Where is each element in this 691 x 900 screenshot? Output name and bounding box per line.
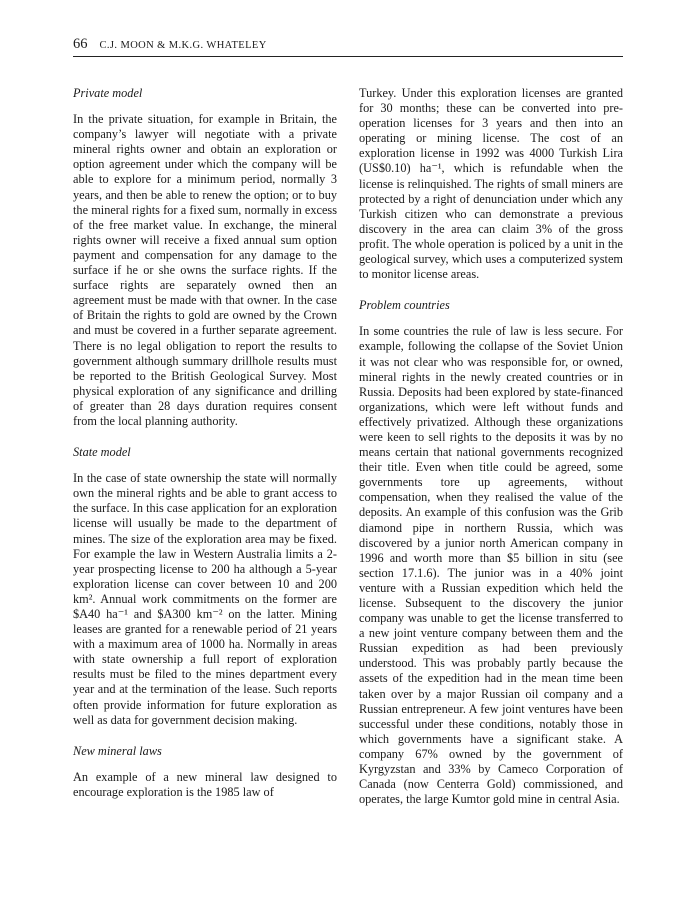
- paragraph-problem-countries: In some countries the rule of law is less secure. For example, following the collapse of the Soviet Union it was not clear who was responsible for, or owned, mineral rights in the newly created countries or in Russia. Deposits had been explored by state-financed organizations, which were left without funds and effectively privatized. Although these organizations were keen to sell rights to the deposits it was by no means certain that national governments recognized their title. Even when title could be agreed, some governments tore up agreements, without compensation, when they realised the value of the deposits. An example of this confusion was the Grib diamond pipe in northern Russia, which was discovered by a junior north American company in 1996 and worth more than $5 billion in situ (see section 17.1.6). The junior was in a 40% joint venture with a Russian expedition which held the license. Subsequent to the discovery the junior company was unable to get the license transferred to a new joint venture company between them and the Russian expedition as had been previously understood. This was probably partly because the assets of the expedition had in the mean time been taken over by a major Russian oil company and a Russian entrepreneur. A few joint ventures have been successful under these conditions, notably those in which governments have a significant stake. A company 67% owned by the government of Kyrgyzstan and 33% by Cameco Corporation of Canada (now Centerra Gold) commissioned, and operates, the large Kumtor gold mine in central Asia.: [359, 324, 623, 807]
- header-rule: [73, 56, 623, 57]
- left-column: [73, 86, 337, 800]
- page-number: 66: [73, 36, 88, 52]
- running-head: C.J. MOON & M.K.G. WHATELEY: [99, 40, 267, 51]
- paragraph-state-model: In the case of state ownership the state will normally own the mineral rights and be able to grant access to the surface. In this case application for an exploration license will usually be made to the department of mines. The size of the exploration area may be fixed. For example the law in Western Australia limits a 2-year prospecting license to 200 ha although a 5-year exploration license can cover between 10 and 200 km². Annual work commitments on the former are $A40 ha⁻¹ and $A300 km⁻² on the latter. Mining leases are granted for a renewable period of 21 years with a maximum area of 1000 ha. Normally in areas with state ownership a full report of exploration results must be filed to the mines department every year and at the termination of the lease. Such reports often provide information for future exploration as well as data for government decision making.: [73, 471, 337, 727]
- section-heading-private-model: Private model: [73, 86, 143, 100]
- section-heading-state-model: State model: [73, 445, 131, 460]
- right-column: [359, 86, 623, 807]
- paragraph-new-mineral-laws: An example of a new mineral law designed to encourage exploration is the 1985 law of: [73, 769, 337, 799]
- section-heading-new-mineral-laws: New mineral laws: [73, 743, 162, 758]
- page-header: [73, 36, 623, 53]
- paragraph-private-model: In the private situation, for example in Britain, the company’s lawyer will negotiate with a private mineral rights owner and obtain an exploration or option agreement under which the company will be able to explore for a minimum period, normally 3 years, and then be able to renew the option; or to buy the mineral rights for a fixed sum, normally in excess of the free market value. In exchange, the mineral rights owner will receive a fixed annual sum option payment and compensation for any damage to the surface if he or she owns the surface rights. If the surface rights are separately owned then an agreement must be made with that owner. In the case of Britain the rights to gold are owned by the Crown and must be covered in a further separate agreement. There is no legal obligation to report the results to government although summary drillhole results must be reported to the British Geological Survey. Most physical exploration of any significance and drilling of greater than 28 days duration requires consent from the local planning authority.: [73, 112, 337, 428]
- section-heading-problem-countries: Problem countries: [359, 298, 450, 313]
- paragraph-turkey: Turkey. Under this exploration licenses are granted for 30 months; these can be converted into pre-operation licenses for 3 years and then into an operating or mining license. The cost of an exploration license in 1992 was 4000 Turkish Lira (US$0.10) ha⁻¹, which is refundable when the license is relinquished. The rights of small miners are protected by a right of denunciation under which any Turkish citizen who can demonstrate a previous discovery in the area can claim 3% of the gross profit. The whole operation is policed by a unit in the geological survey, which uses a computerized system to monitor license areas.: [359, 86, 623, 282]
